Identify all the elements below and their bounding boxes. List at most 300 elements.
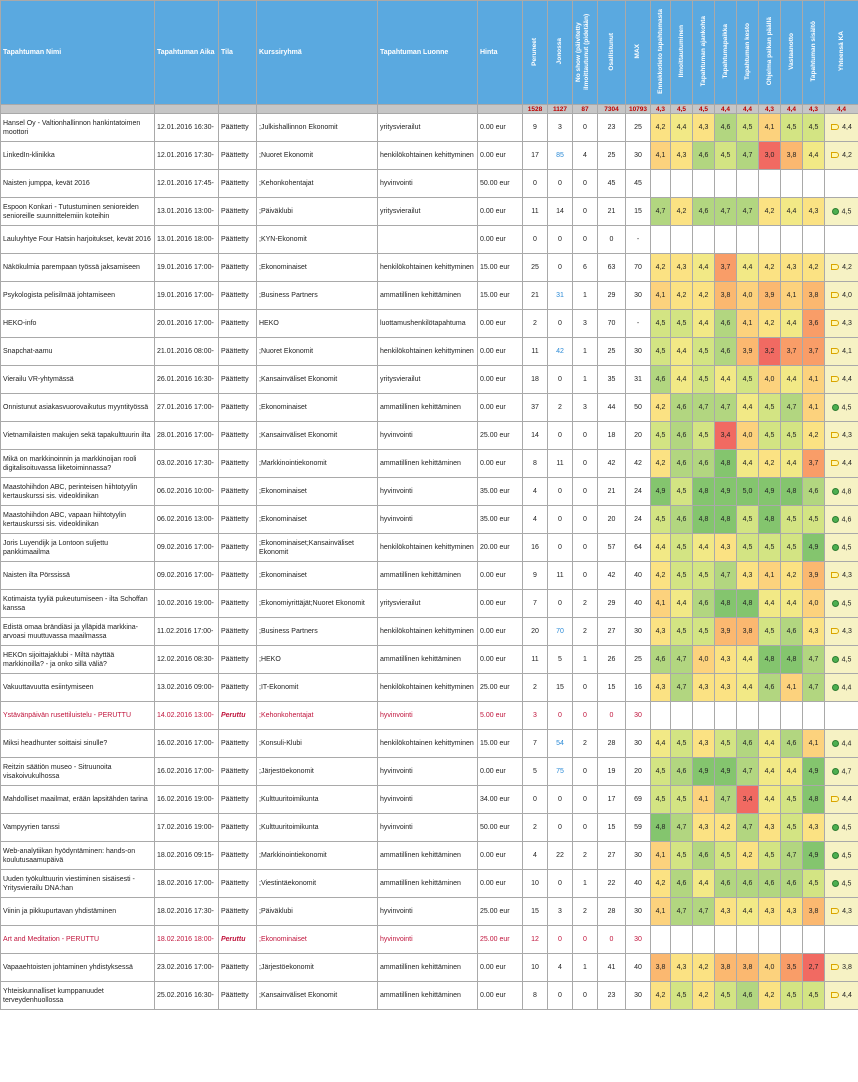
event-time: 13.02.2016 09:00-	[155, 674, 219, 702]
score-cell: 4,8	[693, 506, 715, 534]
queue-count: 5	[548, 646, 573, 674]
col-header-name[interactable]: Tapahtuman Nimi	[1, 1, 155, 105]
event-type: ammatillinen kehittäminen	[378, 870, 478, 898]
enrolled-count: 44	[598, 394, 626, 422]
event-group: ;Ekonominaiset	[257, 394, 378, 422]
table-row[interactable]	[1, 702, 858, 730]
score-cell: 4,7	[693, 898, 715, 926]
col-header-status[interactable]: Tila	[219, 1, 257, 105]
score-cell: 4,1	[693, 786, 715, 814]
col-header-time[interactable]: Tapahtuman Aika	[155, 1, 219, 105]
table-row[interactable]	[1, 870, 858, 898]
table-row[interactable]	[1, 254, 858, 282]
table-row[interactable]	[1, 954, 858, 982]
noshow-count: 3	[573, 394, 598, 422]
score-cell	[693, 702, 715, 730]
col-header-group[interactable]: Kurssiryhmä	[257, 1, 378, 105]
event-price: 15.00 eur	[478, 730, 523, 758]
event-name[interactable]: Art and Meditation - PERUTTU	[1, 926, 155, 954]
event-time: 17.02.2016 19:00-	[155, 814, 219, 842]
col-header-score-2[interactable]: Ilmoittautuminen	[671, 1, 693, 105]
event-type: ammatillinen kehittäminen	[378, 842, 478, 870]
table-row[interactable]	[1, 506, 858, 534]
total-average-value: 4,3	[842, 320, 852, 327]
score-cell: 4,7	[715, 198, 737, 226]
totals-empty	[219, 105, 257, 114]
event-type: hyvinvointi	[378, 422, 478, 450]
total-score: 4,4	[715, 105, 737, 114]
event-time: 27.01.2016 17:00-	[155, 394, 219, 422]
yellow-arrow-icon	[831, 460, 839, 466]
score-cell: 4,5	[781, 506, 803, 534]
score-cell: 3,8	[803, 898, 825, 926]
score-cell: 4,8	[759, 646, 781, 674]
enrolled-count: 23	[598, 114, 626, 142]
event-name[interactable]: Ystävänpäivän rusettiluistelu - PERUTTU	[1, 702, 155, 730]
col-header-enrolled[interactable]: Osallistunut	[598, 1, 626, 105]
event-status: Päättetty	[219, 562, 257, 590]
table-row[interactable]	[1, 366, 858, 394]
col-header-score-8[interactable]: Tapahtuman sisältö	[803, 1, 825, 105]
score-cell: 4,8	[715, 590, 737, 618]
score-cell: 4,1	[737, 310, 759, 338]
score-cell: 4,5	[651, 310, 671, 338]
event-name[interactable]: Hansel Oy - Valtionhallinnon hankintatoimen moottori	[1, 114, 155, 142]
col-header-score-4[interactable]: Tapahtumapaikka	[715, 1, 737, 105]
event-time: 18.02.2016 17:00-	[155, 870, 219, 898]
score-cell: 4,7	[715, 394, 737, 422]
score-cell	[651, 226, 671, 254]
max-count: 30	[626, 702, 651, 730]
table-row[interactable]	[1, 282, 858, 310]
event-price: 0.00 eur	[478, 394, 523, 422]
event-type: hyvinvointi	[378, 898, 478, 926]
score-cell: 3,8	[781, 142, 803, 170]
score-cell: 4,4	[651, 534, 671, 562]
enrolled-count: 35	[598, 366, 626, 394]
event-name[interactable]: Vierailu VR-yhtymässä	[1, 366, 155, 394]
score-cell: 4,0	[759, 954, 781, 982]
queue-count: 0	[548, 422, 573, 450]
col-header-type[interactable]: Tapahtuman Luonne	[378, 1, 478, 105]
score-cell: 4,6	[671, 758, 693, 786]
cancelled-count: 17	[523, 142, 548, 170]
col-header-noshow[interactable]: No show (päivitetty ilmoittautunut (pidetään)	[573, 1, 598, 105]
score-cell: 4,5	[781, 814, 803, 842]
score-cell: 4,5	[693, 562, 715, 590]
event-name[interactable]: Snapchat-aamu	[1, 338, 155, 366]
enrolled-count: 57	[598, 534, 626, 562]
event-name[interactable]: Vietnamilaisten makujen sekä tapakulttuurin ilta	[1, 422, 155, 450]
event-price: 0.00 eur	[478, 114, 523, 142]
score-cell: 4,3	[737, 562, 759, 590]
table-row[interactable]	[1, 226, 858, 254]
table-row[interactable]	[1, 926, 858, 954]
event-group: ;Kehonkohentajat	[257, 702, 378, 730]
score-cell: 3,5	[781, 954, 803, 982]
col-header-price[interactable]: Hinta	[478, 1, 523, 105]
queue-count: 85	[548, 142, 573, 170]
event-name[interactable]: Kotimaista tyyliä pukeutumiseen - ilta Schoffan kanssa	[1, 590, 155, 618]
score-cell: 4,8	[715, 506, 737, 534]
score-cell: 4,6	[671, 394, 693, 422]
total-average	[825, 310, 858, 338]
score-cell: 4,4	[671, 114, 693, 142]
table-row[interactable]	[1, 842, 858, 870]
total-average-value: 4,2	[842, 152, 852, 159]
table-row[interactable]	[1, 478, 858, 506]
event-group: ;Nuoret Ekonomit	[257, 142, 378, 170]
total-average	[825, 926, 858, 954]
max-count: 40	[626, 562, 651, 590]
score-cell: 4,3	[803, 618, 825, 646]
score-cell: 4,5	[803, 870, 825, 898]
score-cell	[651, 170, 671, 198]
score-cell: 4,8	[737, 590, 759, 618]
table-row[interactable]	[1, 394, 858, 422]
event-type: hyvinvointi	[378, 814, 478, 842]
cancelled-count: 20	[523, 618, 548, 646]
cancelled-count: 9	[523, 114, 548, 142]
score-cell	[803, 702, 825, 730]
score-cell: 4,2	[759, 982, 781, 1010]
noshow-count: 0	[573, 814, 598, 842]
table-row[interactable]	[1, 114, 858, 142]
score-cell: 4,3	[715, 674, 737, 702]
enrolled-count: 25	[598, 338, 626, 366]
score-cell: 4,0	[759, 366, 781, 394]
score-cell: 4,5	[693, 422, 715, 450]
event-price: 0.00 eur	[478, 562, 523, 590]
event-status: Päättetty	[219, 478, 257, 506]
total-average-value: 4,4	[842, 992, 852, 999]
table-row[interactable]	[1, 422, 858, 450]
green-circle-icon	[832, 852, 839, 859]
score-cell: 3,4	[715, 422, 737, 450]
table-row[interactable]	[1, 618, 858, 646]
score-cell: 4,5	[671, 786, 693, 814]
event-type: yritysvierailut	[378, 114, 478, 142]
max-count: 40	[626, 954, 651, 982]
event-name[interactable]: Web-analytiikan hyödyntäminen: hands-on koulutusaamupäivä	[1, 842, 155, 870]
event-name[interactable]: Maastohiihdon ABC, perinteisen hiihtotyylin kertauskurssi sis. videoklinikan	[1, 478, 155, 506]
cancelled-count: 0	[523, 170, 548, 198]
noshow-count: 0	[573, 114, 598, 142]
col-header-score-1[interactable]: Ennakkotieto tapahtumasta	[651, 1, 671, 105]
event-group: ;Kansainväliset Ekonomit	[257, 422, 378, 450]
score-cell: 3,7	[803, 338, 825, 366]
score-cell: 2,7	[803, 954, 825, 982]
max-count: -	[626, 226, 651, 254]
event-time: 10.02.2016 19:00-	[155, 590, 219, 618]
max-count: 59	[626, 814, 651, 842]
score-cell: 4,5	[781, 534, 803, 562]
score-cell: 4,3	[715, 898, 737, 926]
col-header-queue[interactable]: Jonossa	[548, 1, 573, 105]
col-header-cancelled[interactable]: Peruneet	[523, 1, 548, 105]
yellow-arrow-icon	[831, 152, 839, 158]
table-row[interactable]	[1, 450, 858, 478]
score-cell	[671, 170, 693, 198]
enrolled-count: 0	[598, 226, 626, 254]
score-cell: 4,9	[803, 534, 825, 562]
event-name[interactable]: Maastohiihdon ABC, vapaan hiihtotyylin kertauskurssi sis. videoklinikan	[1, 506, 155, 534]
event-status: Päättetty	[219, 954, 257, 982]
noshow-count: 0	[573, 534, 598, 562]
yellow-arrow-icon	[831, 432, 839, 438]
score-cell: 4,4	[693, 870, 715, 898]
score-cell: 4,9	[715, 758, 737, 786]
score-cell: 4,7	[671, 814, 693, 842]
event-type: hyvinvointi	[378, 170, 478, 198]
cancelled-count: 2	[523, 814, 548, 842]
cancelled-count: 37	[523, 394, 548, 422]
score-cell: 4,2	[759, 310, 781, 338]
event-name[interactable]: Reitzin säätiön museo - Sitruunoita visakoivukulhossa	[1, 758, 155, 786]
noshow-count: 0	[573, 226, 598, 254]
green-circle-icon	[832, 544, 839, 551]
col-header-score-6[interactable]: Ohjelma paikan päällä	[759, 1, 781, 105]
score-cell: 4,5	[715, 730, 737, 758]
event-name[interactable]: Psykologista pelisilmää johtamiseen	[1, 282, 155, 310]
score-cell: 4,5	[715, 842, 737, 870]
noshow-count: 0	[573, 506, 598, 534]
event-name[interactable]: Vapaaehtoisten johtaminen yhdistyksessä	[1, 954, 155, 982]
queue-count: 0	[548, 170, 573, 198]
enrolled-count: 41	[598, 954, 626, 982]
total-average	[825, 422, 858, 450]
event-name[interactable]: HEKOn sijoittajaklubi - Miltä näyttää markkinoilla? - ja onko sillä väliä?	[1, 646, 155, 674]
total-average-value: 4,3	[842, 908, 852, 915]
enrolled-count: 28	[598, 898, 626, 926]
col-header-score-7[interactable]: Vastaanotto	[781, 1, 803, 105]
table-row[interactable]	[1, 982, 858, 1010]
event-price: 25.00 eur	[478, 898, 523, 926]
score-cell: 4,2	[651, 254, 671, 282]
event-status: Päättetty	[219, 114, 257, 142]
event-time: 16.02.2016 17:00-	[155, 758, 219, 786]
total-average-value: 4,5	[841, 656, 852, 664]
noshow-count: 4	[573, 142, 598, 170]
event-price: 0.00 eur	[478, 646, 523, 674]
noshow-count: 0	[573, 562, 598, 590]
event-name[interactable]: LinkedIn-klinikka	[1, 142, 155, 170]
event-name[interactable]: Espoon Konkari - Tutustuminen senioreiden senioreille suunnittelemiin koteihin	[1, 198, 155, 226]
total-average	[825, 198, 858, 226]
yellow-arrow-icon	[831, 292, 839, 298]
score-cell: 4,5	[781, 114, 803, 142]
score-cell: 4,5	[651, 786, 671, 814]
noshow-count: 1	[573, 646, 598, 674]
score-cell: 4,8	[651, 814, 671, 842]
event-type: hyvinvointi	[378, 702, 478, 730]
event-name[interactable]: Edistä omaa brändiäsi ja ylläpidä markkina-arvoasi muuttuvassa maailmassa	[1, 618, 155, 646]
score-cell: 4,5	[737, 114, 759, 142]
event-name[interactable]: HEKO-info	[1, 310, 155, 338]
score-cell: 4,5	[693, 338, 715, 366]
max-count: 64	[626, 534, 651, 562]
green-circle-icon	[832, 740, 839, 747]
header-row	[1, 1, 858, 105]
score-cell: 4,2	[651, 562, 671, 590]
yellow-arrow-icon	[831, 964, 839, 970]
score-cell: 4,4	[759, 758, 781, 786]
total-average-value: 4,0	[842, 292, 852, 299]
table-row[interactable]	[1, 674, 858, 702]
event-price: 0.00 eur	[478, 870, 523, 898]
cancelled-count: 2	[523, 674, 548, 702]
score-cell: 4,6	[715, 310, 737, 338]
cancelled-count: 21	[523, 282, 548, 310]
cancelled-count: 11	[523, 338, 548, 366]
event-name[interactable]: Mahdolliset maailmat, erään lapsitähden tarina	[1, 786, 155, 814]
event-name[interactable]: Mikä on markkinoinnin ja markkinoijan rooli digitalisoituvassa liiketoiminnassa?	[1, 450, 155, 478]
score-cell: 4,3	[759, 898, 781, 926]
score-cell: 4,2	[651, 450, 671, 478]
total-average-value: 4,3	[842, 628, 852, 635]
event-type: yritysvierailut	[378, 198, 478, 226]
event-time: 23.02.2016 17:00-	[155, 954, 219, 982]
event-price: 15.00 eur	[478, 254, 523, 282]
enrolled-count: 25	[598, 142, 626, 170]
event-name[interactable]: Vakuuttavuutta esiintymiseen	[1, 674, 155, 702]
score-cell: 4,2	[693, 982, 715, 1010]
event-name[interactable]: Viinin ja pikkupurtavan yhdistäminen	[1, 898, 155, 926]
event-status: Päättetty	[219, 534, 257, 562]
table-row[interactable]	[1, 758, 858, 786]
score-cell: 4,2	[693, 282, 715, 310]
score-cell: 4,5	[693, 366, 715, 394]
total-average-value: 4,5	[841, 208, 852, 216]
event-name[interactable]: Naisten ilta Pörssissä	[1, 562, 155, 590]
total-average-value: 4,5	[841, 824, 852, 832]
event-time: 18.02.2016 18:00-	[155, 926, 219, 954]
event-group: ;Ekonominaiset	[257, 562, 378, 590]
max-count: 30	[626, 142, 651, 170]
event-status: Peruttu	[219, 702, 257, 730]
event-group: ;Konsuli-Klubi	[257, 730, 378, 758]
event-group: ;Ekonominaiset	[257, 254, 378, 282]
event-name[interactable]: Vampyyrien tanssi	[1, 814, 155, 842]
queue-count: 0	[548, 506, 573, 534]
max-count: 25	[626, 646, 651, 674]
table-row[interactable]	[1, 310, 858, 338]
total-score: 4,3	[803, 105, 825, 114]
score-cell: 4,5	[759, 394, 781, 422]
score-cell: 4,2	[759, 254, 781, 282]
score-cell: 4,1	[651, 282, 671, 310]
noshow-count: 0	[573, 982, 598, 1010]
max-count: 20	[626, 758, 651, 786]
total-average-value: 4,4	[841, 684, 852, 692]
event-type: henkilökohtainen kehittyminen	[378, 254, 478, 282]
table-row[interactable]	[1, 534, 858, 562]
score-cell: 4,5	[759, 534, 781, 562]
event-name[interactable]: Lauluyhtye Four Hatsin harjoitukset, kevät 2016	[1, 226, 155, 254]
enrolled-count: 15	[598, 674, 626, 702]
score-cell: 3,6	[803, 310, 825, 338]
event-name[interactable]: Onnistunut asiakasvuorovaikutus myyntityössä	[1, 394, 155, 422]
table-row[interactable]	[1, 562, 858, 590]
table-row[interactable]	[1, 198, 858, 226]
total-average-value: 3,8	[842, 964, 852, 971]
event-name[interactable]: Joris Luyendijk ja Lontoon suljettu pankkimaailma	[1, 534, 155, 562]
event-time: 09.02.2016 17:00-	[155, 562, 219, 590]
score-cell: 3,9	[803, 562, 825, 590]
event-price: 25.00 eur	[478, 422, 523, 450]
table-row[interactable]	[1, 646, 858, 674]
score-cell: 4,4	[759, 590, 781, 618]
event-time: 12.01.2016 17:45-	[155, 170, 219, 198]
table-row[interactable]	[1, 786, 858, 814]
score-cell	[803, 170, 825, 198]
event-name[interactable]: Näkökulmia parempaan työssä jaksamiseen	[1, 254, 155, 282]
event-group: ;Ekonominaiset	[257, 926, 378, 954]
event-name[interactable]: Uuden työkulttuurin viestiminen sisäisesti - Yritysvierailu DNA:han	[1, 870, 155, 898]
event-price: 0.00 eur	[478, 954, 523, 982]
col-header-score-3[interactable]: Tapahtuman ajankohta	[693, 1, 715, 105]
score-cell: 4,2	[671, 282, 693, 310]
table-row[interactable]	[1, 170, 858, 198]
event-group: ;Kulttuuritoimikunta	[257, 814, 378, 842]
score-cell: 4,8	[781, 646, 803, 674]
score-cell: 4,0	[737, 422, 759, 450]
event-time: 06.02.2016 10:00-	[155, 478, 219, 506]
score-cell: 4,9	[759, 478, 781, 506]
event-type: ammatillinen kehittäminen	[378, 282, 478, 310]
event-name[interactable]: Miksi headhunter soittaisi sinulle?	[1, 730, 155, 758]
score-cell: 4,7	[651, 198, 671, 226]
total-average	[825, 478, 858, 506]
queue-count: 0	[548, 786, 573, 814]
score-cell: 4,6	[693, 142, 715, 170]
noshow-count: 1	[573, 870, 598, 898]
event-time: 16.02.2016 17:00-	[155, 730, 219, 758]
table-row[interactable]	[1, 730, 858, 758]
table-row[interactable]	[1, 814, 858, 842]
score-cell: 4,1	[759, 562, 781, 590]
event-name[interactable]: Naisten jumppa, kevät 2016	[1, 170, 155, 198]
event-time: 20.01.2016 17:00-	[155, 310, 219, 338]
total-average-value: 4,2	[842, 264, 852, 271]
col-header-max[interactable]: MAX	[626, 1, 651, 105]
score-cell: 3,9	[759, 282, 781, 310]
col-header-total[interactable]: Yhteensä KA	[825, 1, 858, 105]
event-name[interactable]: Yhteiskunnalliset kumppanuudet terveydenhuollossa	[1, 982, 155, 1010]
enrolled-count: 17	[598, 786, 626, 814]
score-cell: 3,8	[651, 954, 671, 982]
col-header-score-5[interactable]: Tapahtuman kesto	[737, 1, 759, 105]
table-row[interactable]	[1, 142, 858, 170]
table-row[interactable]	[1, 338, 858, 366]
event-group: ;Viestintäekonomit	[257, 870, 378, 898]
event-status: Päättetty	[219, 282, 257, 310]
score-cell: 4,4	[803, 142, 825, 170]
score-cell: 4,1	[651, 142, 671, 170]
table-row[interactable]	[1, 898, 858, 926]
score-cell: 4,9	[715, 478, 737, 506]
max-count: 30	[626, 842, 651, 870]
event-type: ammatillinen kehittäminen	[378, 954, 478, 982]
score-cell: 4,2	[759, 198, 781, 226]
event-price: 34.00 eur	[478, 786, 523, 814]
total-average	[825, 170, 858, 198]
table-row[interactable]	[1, 590, 858, 618]
total-average	[825, 898, 858, 926]
event-price: 0.00 eur	[478, 842, 523, 870]
score-cell: 4,4	[737, 898, 759, 926]
score-cell: 4,3	[781, 254, 803, 282]
